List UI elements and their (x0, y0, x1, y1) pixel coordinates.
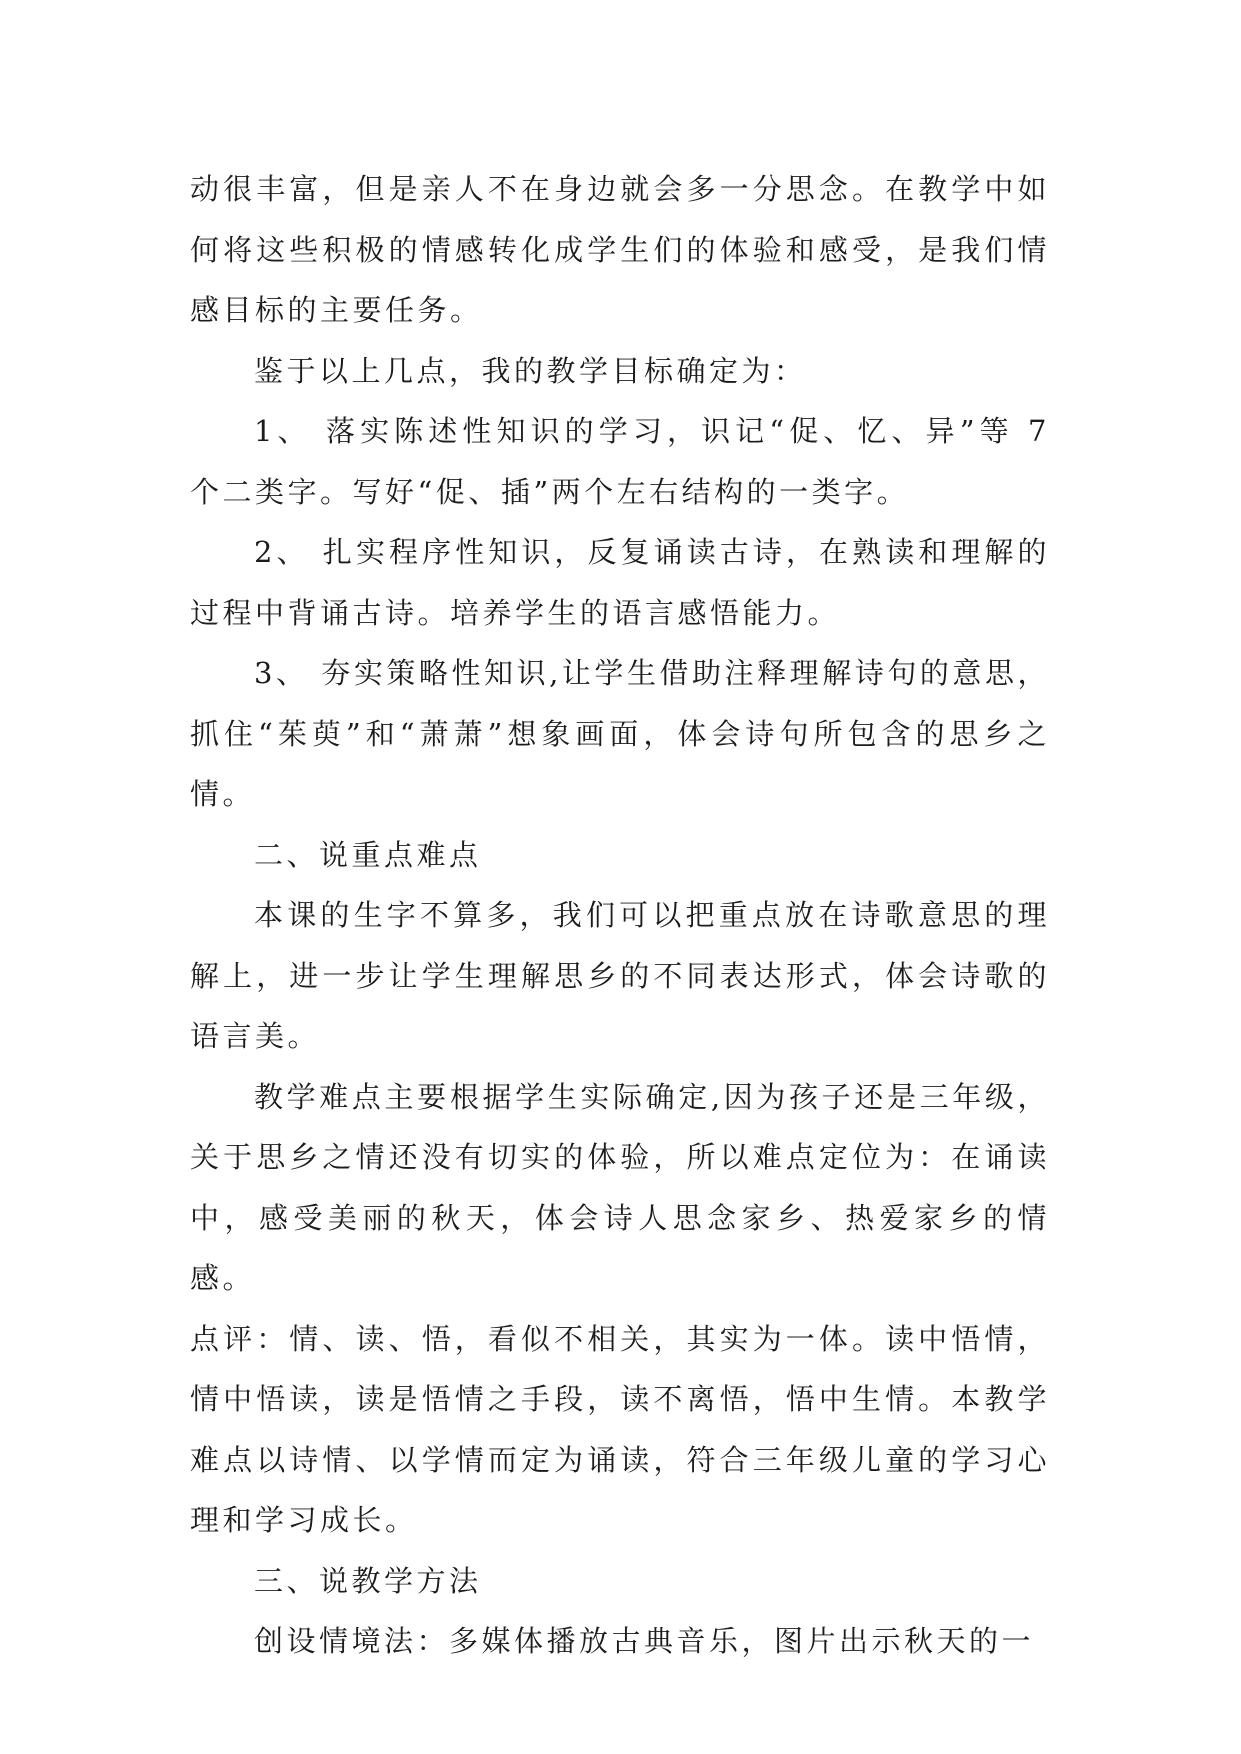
paragraph-difficulties: 教学难点主要根据学生实际确定,因为孩子还是三年级，关于思乡之情还没有切实的体验，所以难点定位为：在诵读中，感受美丽的秋天，体会诗人思念家乡、热爱家乡的情感。 (190, 1079, 1050, 1295)
paragraph-key-points: 本课的生字不算多，我们可以把重点放在诗歌意思的理解上，进一步让学生理解思乡的不同表达形式，体会诗歌的语言美。 (190, 898, 1050, 1053)
section-heading-methods: 三、说教学方法 (254, 1563, 482, 1598)
paragraph-goal-3: 3、 夯实策略性知识,让学生借助注释理解诗句的意思，抓住“茱萸”和“萧萧”想象画面，体会诗句所包含的思乡之情。 (190, 656, 1050, 811)
paragraph-emotional-goal: 动很丰富，但是亲人不在身边就会多一分思念。在教学中如何将这些积极的情感转化成学生们的体验和感受，是我们情感目标的主要任务。 (190, 172, 1050, 327)
paragraph-commentary: 点评：情、读、悟，看似不相关，其实为一体。读中悟情，情中悟读，读是悟情之手段，读不离悟，悟中生情。本教学难点以诗情、以学情而定为诵读，符合三年级儿童的学习心理和学习成长。 (190, 1321, 1050, 1537)
section-heading-key-points: 二、说重点难点 (254, 837, 482, 872)
paragraph-goal-intro: 鉴于以上几点，我的教学目标确定为： (254, 353, 807, 388)
paragraph-method-situational: 创设情境法：多媒体播放古典音乐，图片出示秋天的一 (254, 1624, 1035, 1658)
document-body (190, 159, 1050, 1672)
paragraph-goal-2: 2、 扎实程序性知识，反复诵读古诗，在熟读和理解的过程中背诵古诗。培养学生的语言感悟能力。 (190, 535, 1050, 630)
paragraph-goal-1: 1、 落实陈述性知识的学习，识记“促、忆、异”等 7 个二类字。写好“促、插”两个左右结构的一类字。 (190, 414, 1050, 509)
